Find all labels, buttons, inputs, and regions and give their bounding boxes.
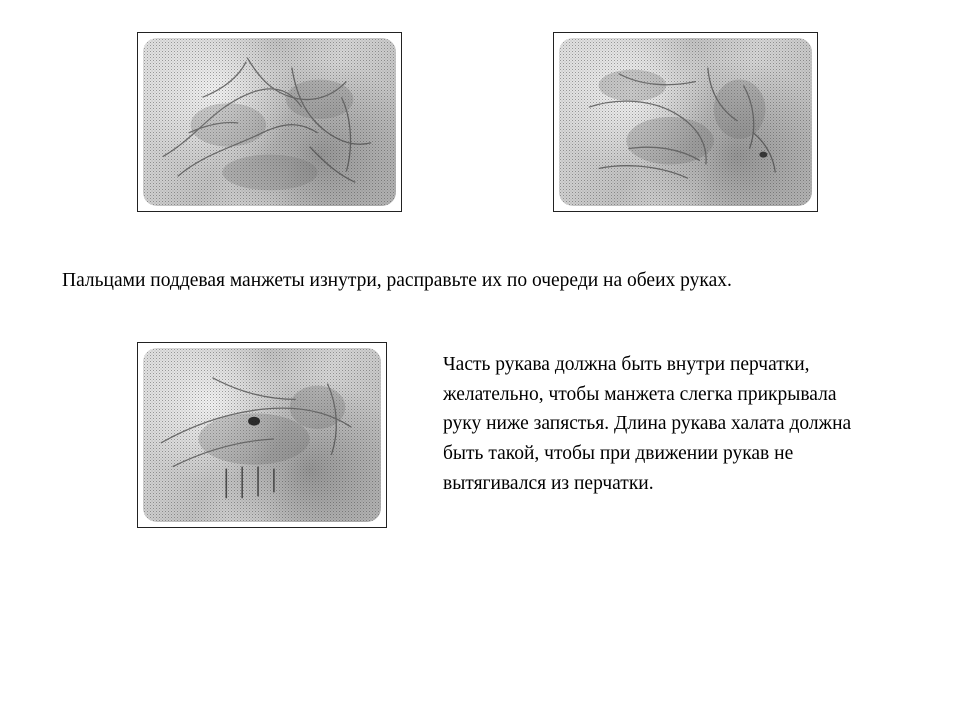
photo-strokes-top-left <box>143 38 396 206</box>
photo-strokes-bottom-left <box>143 348 381 522</box>
photo-frame-top-left <box>137 32 402 212</box>
caption-sleeve-note <box>443 350 873 498</box>
photo-image-bottom-left <box>143 348 381 522</box>
photo-image-top-right <box>559 38 812 206</box>
photo-frame-bottom-left <box>137 342 387 528</box>
caption-instruction-cuffs: Пальцами поддевая манжеты изнутри, расправьте их по очереди на обеих руках. <box>62 270 732 291</box>
caption-sleeve-note-text: Часть рукава должна быть внутри перчатки, желательно, чтобы манжета слегка прикрывала руку ниже запястья. Длина рукава халата должна быть такой, чтобы при движении рукав не вытягивался из перчатки. <box>443 354 852 494</box>
photo-frame-top-right <box>553 32 818 212</box>
photo-image-top-left <box>143 38 396 206</box>
photo-strokes-top-right <box>559 38 812 206</box>
